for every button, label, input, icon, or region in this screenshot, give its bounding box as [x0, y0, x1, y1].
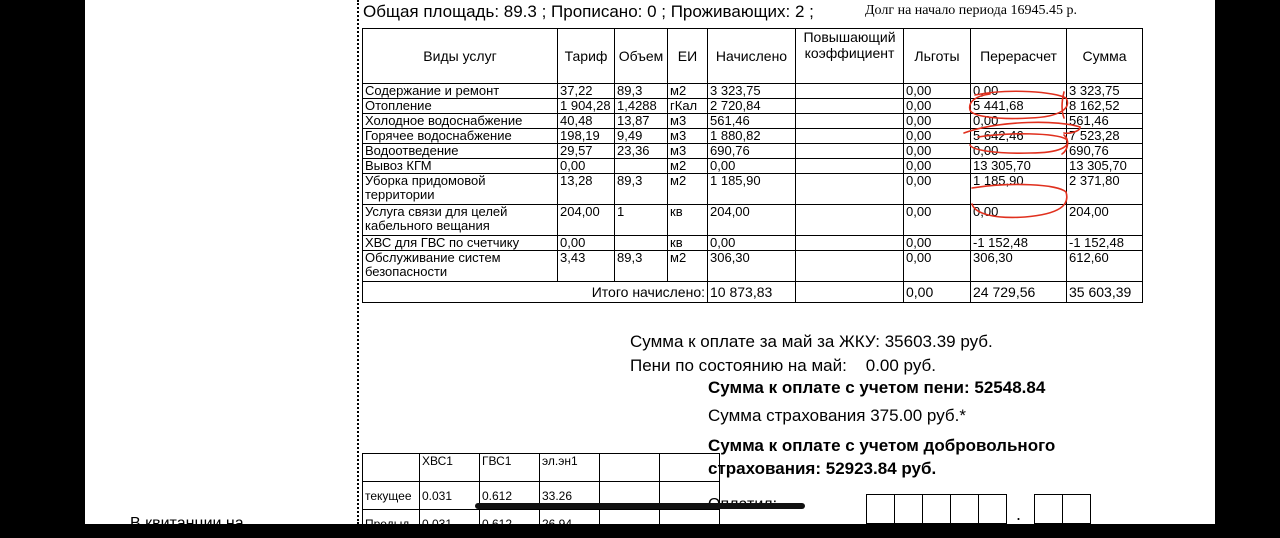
- cell-sum: 690,76: [1067, 144, 1143, 159]
- cell-recalc: 0,00: [971, 114, 1067, 129]
- meter-value: 0.031: [420, 482, 480, 510]
- cell-service: Отопление: [363, 99, 558, 114]
- cell-unit: м3: [668, 144, 708, 159]
- total-benefit: 0,00: [904, 282, 971, 303]
- cell-volume: 23,36: [615, 144, 668, 159]
- cell-benefit: 0,00: [904, 251, 971, 282]
- cell-service: Обслуживание систем безопасности: [363, 251, 558, 282]
- cell-sum: 561,46: [1067, 114, 1143, 129]
- col-header: Льготы: [904, 29, 971, 84]
- debt-text: Долг на начало периода 16945.45 р.: [865, 3, 1077, 18]
- cell-tariff: 37,22: [558, 84, 615, 99]
- cell-volume: 89,3: [615, 174, 668, 205]
- cell-tariff: 0,00: [558, 159, 615, 174]
- cell-sum: 8 162,52: [1067, 99, 1143, 114]
- meter-value: 0.612: [480, 482, 540, 510]
- cell-benefit: 0,00: [904, 159, 971, 174]
- to-pay-text: Сумма к оплате за май за ЖКУ: 35603.39 руб.: [630, 332, 993, 351]
- meter-value: 33.26: [540, 482, 600, 510]
- cell-volume: 1: [615, 205, 668, 236]
- cell-recalc: -1 152,48: [971, 236, 1067, 251]
- cell-charged: 306,30: [708, 251, 796, 282]
- cell-recalc: 1 185,90: [971, 174, 1067, 205]
- to-pay-with-insurance-line2: страхования: 52923.84 руб.: [708, 459, 937, 478]
- cell-recalc: 306,30: [971, 251, 1067, 282]
- cell-charged: 2 720,84: [708, 99, 796, 114]
- col-header: Сумма: [1067, 29, 1143, 84]
- cell-sum: 612,60: [1067, 251, 1143, 282]
- circle-mark: [964, 122, 1080, 133]
- cell-tariff: 1 904,28: [558, 99, 615, 114]
- meter-value: 26.94: [540, 510, 600, 538]
- cell-volume: 13,87: [615, 114, 668, 129]
- cell-tariff: 198,19: [558, 129, 615, 144]
- circle-mark: [970, 91, 1068, 118]
- cell-unit: м3: [668, 114, 708, 129]
- col-header: Виды услуг: [363, 29, 558, 84]
- cell-sum: 2 371,80: [1067, 174, 1143, 205]
- cell-service: Холодное водоснабжение: [363, 114, 558, 129]
- col-header: ЕИ: [668, 29, 708, 84]
- cell-service: Уборка придомовой территории: [363, 174, 558, 205]
- cell-unit: гКал: [668, 99, 708, 114]
- cell-unit: м3: [668, 129, 708, 144]
- meter-value: 0.031: [420, 510, 480, 538]
- cell-service: Вывоз КГМ: [363, 159, 558, 174]
- insurance-text: Сумма страхования 375.00 руб.*: [708, 406, 966, 425]
- col-header: Перерасчет: [971, 29, 1067, 84]
- cell-recalc: 13 305,70: [971, 159, 1067, 174]
- cell-volume: 89,3: [615, 84, 668, 99]
- cell-charged: 0,00: [708, 159, 796, 174]
- cell-unit: м2: [668, 251, 708, 282]
- cell-sum: 7 523,28: [1067, 129, 1143, 144]
- cell-benefit: 0,00: [904, 114, 971, 129]
- circle-mark: [1062, 92, 1064, 118]
- cell-benefit: 0,00: [904, 84, 971, 99]
- cell-benefit: 0,00: [904, 99, 971, 114]
- cell-benefit: 0,00: [904, 129, 971, 144]
- cell-charged: 690,76: [708, 144, 796, 159]
- decimal-dot: .: [1016, 504, 1022, 524]
- meter-value: 0.612: [480, 510, 540, 538]
- to-pay-with-insurance-line1: Сумма к оплате с учетом добровольного: [708, 436, 1056, 455]
- total-sum: 35 603,39: [1067, 282, 1143, 303]
- cell-charged: 561,46: [708, 114, 796, 129]
- left-note: В квитанции на: [130, 515, 244, 532]
- cell-tariff: 3,43: [558, 251, 615, 282]
- cell-volume: 89,3: [615, 251, 668, 282]
- total-charged: 10 873,83: [708, 282, 796, 303]
- circle-mark: [972, 185, 1067, 218]
- col-header: Тариф: [558, 29, 615, 84]
- meter-header: ГВС1: [480, 454, 540, 482]
- cell-charged: 0,00: [708, 236, 796, 251]
- cell-volume: 9,49: [615, 129, 668, 144]
- cell-benefit: 0,00: [904, 174, 971, 205]
- cell-unit: м2: [668, 174, 708, 205]
- meter-header: эл.эн1: [540, 454, 600, 482]
- cell-sum: -1 152,48: [1067, 236, 1143, 251]
- cell-unit: м2: [668, 84, 708, 99]
- header-line: Общая площадь: 89.3 ; Прописано: 0 ; Проживающих: 2 ;: [363, 2, 814, 21]
- circle-mark: [970, 134, 1068, 153]
- cell-service: Услуга связи для целей кабельного вещания: [363, 205, 558, 236]
- col-header: Объем: [615, 29, 668, 84]
- cell-tariff: 204,00: [558, 205, 615, 236]
- cell-recalc: 0,00: [971, 205, 1067, 236]
- cell-unit: кв: [668, 236, 708, 251]
- cell-service: Водоотведение: [363, 144, 558, 159]
- cell-benefit: 0,00: [904, 236, 971, 251]
- cell-benefit: 0,00: [904, 144, 971, 159]
- penalty-text: Пени по состоянию на май: 0.00 руб.: [630, 356, 936, 375]
- cell-recalc: 5 441,68: [971, 99, 1067, 114]
- cell-service: Горячее водоснабжение: [363, 129, 558, 144]
- cell-volume: 1,4288: [615, 99, 668, 114]
- cell-sum: 204,00: [1067, 205, 1143, 236]
- cell-recalc: 0,00: [971, 84, 1067, 99]
- cell-charged: 3 323,75: [708, 84, 796, 99]
- meter-header: ХВС1: [420, 454, 480, 482]
- cell-sum: 3 323,75: [1067, 84, 1143, 99]
- cell-benefit: 0,00: [904, 205, 971, 236]
- total-label: Итого начислено:: [363, 282, 708, 303]
- col-header: Начислено: [708, 29, 796, 84]
- home-indicator[interactable]: [475, 503, 805, 509]
- cell-unit: м2: [668, 159, 708, 174]
- cell-charged: 1 185,90: [708, 174, 796, 205]
- meters-row-label: Предыд: [363, 510, 420, 538]
- cell-charged: 1 880,82: [708, 129, 796, 144]
- cell-service: ХВС для ГВС по счетчику: [363, 236, 558, 251]
- to-pay-with-penalty: Сумма к оплате с учетом пени: 52548.84: [708, 378, 1046, 397]
- total-recalc: 24 729,56: [971, 282, 1067, 303]
- cell-tariff: 13,28: [558, 174, 615, 205]
- cell-tariff: 0,00: [558, 236, 615, 251]
- cell-sum: 13 305,70: [1067, 159, 1143, 174]
- cell-charged: 204,00: [708, 205, 796, 236]
- meters-row-label: текущее: [363, 482, 420, 510]
- cell-tariff: 29,57: [558, 144, 615, 159]
- cell-tariff: 40,48: [558, 114, 615, 129]
- cell-recalc: 0,00: [971, 144, 1067, 159]
- cell-unit: кв: [668, 205, 708, 236]
- cell-recalc: 5 642,46: [971, 129, 1067, 144]
- cell-service: Содержание и ремонт: [363, 84, 558, 99]
- col-header: Повышающий коэффициент: [796, 29, 904, 84]
